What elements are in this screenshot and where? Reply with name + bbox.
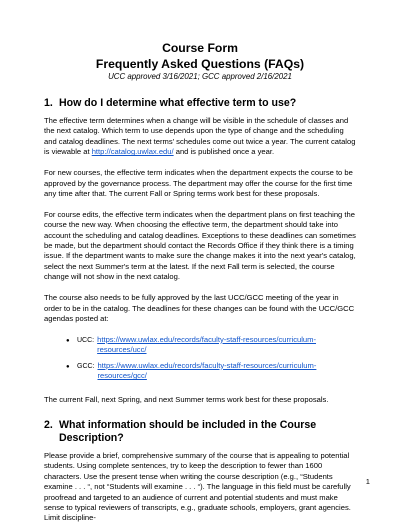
section-1-title: How do I determine what effective term to use? <box>59 97 297 109</box>
section-2-heading <box>44 419 356 445</box>
section-1-paragraph-5: The current Fall, next Spring, and next Summer terms work best for these proposals. <box>44 394 329 404</box>
section-1-paragraph-2: For new courses, the effective term indicates when the department expects the course to be approved by the governance process. The department may offer the course for the first time any time after that. The current Fall or Spring terms work best for these proposals. <box>44 168 353 198</box>
ucc-agenda-link[interactable]: https://www.uwlax.edu/records/faculty-staff-resources/curriculum-resources/ucc/ <box>97 334 317 355</box>
section-1-number: 1. <box>44 97 53 109</box>
section-1-paragraph-4: The course also needs to be fully approved by the last UCC/GCC meeting of the year in order to be in the catalog. The deadlines for these changes can be found with the UCC/GCC agendas posted at: <box>44 293 355 323</box>
section-2-paragraph-1: Please provide a brief, comprehensive summary of the course that is appealing to potential students. Using complete sentences, try to keep the description to fewer than 1600 characters. Use the present tense when writing the course description (e.g., “Students examine . . . “, not “Students will examine . . . “). The language in this field must be carefully proofread and targeted to an audience of current and potential students and must make sense to typical reviewers of transcripts, e.g., graduate schools, employers, grant agencies. Limit discipline- <box>44 450 351 523</box>
doc-subtitle: Frequently Asked Questions (FAQs) <box>95 57 305 71</box>
catalog-link[interactable]: http://catalog.uwlax.edu/ <box>91 147 174 157</box>
bullet-icon: ● <box>66 363 70 370</box>
paragraph-text-tail: and is published once a year. <box>173 147 275 157</box>
agenda-link-list <box>44 335 356 382</box>
bullet-icon: ● <box>66 337 70 344</box>
section-1-paragraph-3: For course edits, the effective term indicates when the department plans on first teaching the course the new way. When choosing the effective term, the department should take into account the scheduling and catalog deadlines. Exceptions to these deadlines can sometimes be made, but the department should contact the Records Office if they think there is a timing issue. If the department wants to make sure the change makes it into the next year's catalog, select the next Summer's term at the latest. If the next Fall term is selected, the course change will not show in the next catalog. <box>44 209 356 282</box>
section-2-number: 2. <box>44 418 53 431</box>
section-2-title: What information should be included in the Course Description? <box>59 418 317 444</box>
list-item <box>66 361 356 382</box>
ucc-tag: UCC: <box>77 336 95 344</box>
doc-title: Course Form <box>162 41 238 55</box>
gcc-agenda-link[interactable]: https://www.uwlax.edu/records/faculty-staff-resources/curriculum-resources/gcc/ <box>97 360 317 381</box>
section-1-heading <box>44 97 356 110</box>
gcc-tag: GCC: <box>77 362 95 370</box>
list-item <box>66 335 356 356</box>
page-number: 1 <box>365 477 370 486</box>
paragraph-text: The effective term determines when a change will be visible in the schedule of classes and the next catalog. Which term to use depends upon the type of change and the scheduling and catalog deadlines. The next terms' schedules come out twice a year. The current catalog is viewable at <box>44 116 356 157</box>
approval-note: UCC approved 3/16/2021; GCC approved 2/16/2021 <box>108 72 292 81</box>
section-1-paragraph-1 <box>44 116 356 158</box>
